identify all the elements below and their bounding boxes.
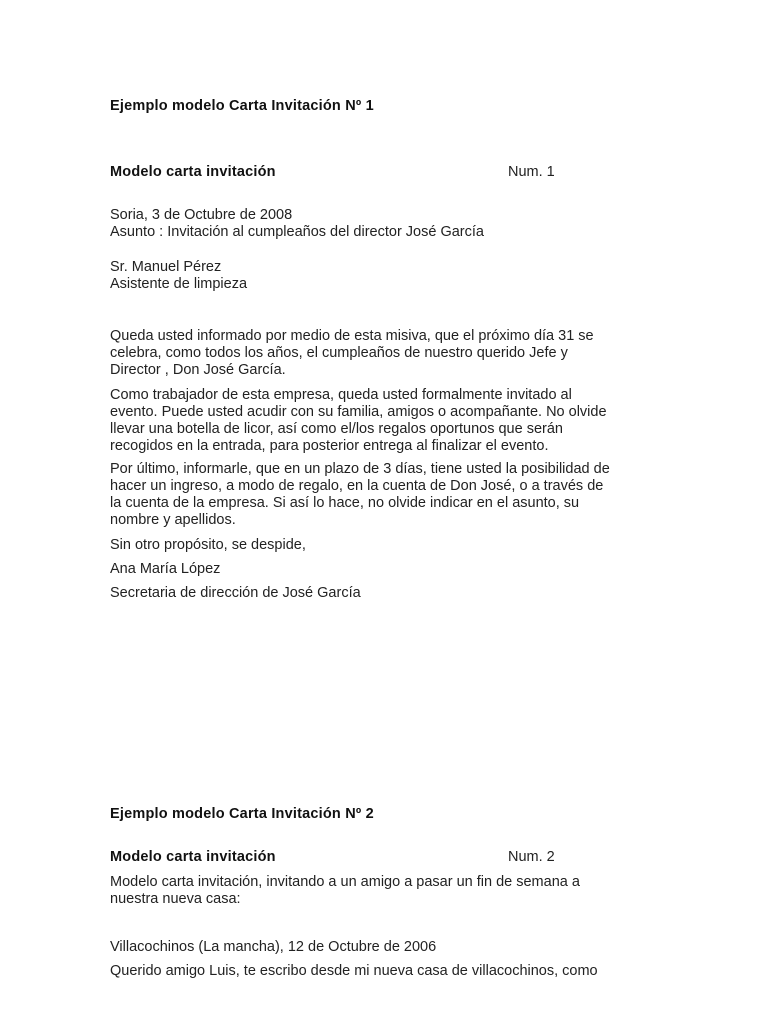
letter-2-place-date: Villacochinos (La mancha), 12 de Octubre de 2006	[110, 939, 437, 955]
letter-1-heading: Ejemplo modelo Carta Invitación Nº 1	[110, 98, 374, 114]
paragraph-line: recogidos en la entrada, para posterior entrega al finalizar el evento.	[110, 438, 549, 454]
intro-line: nuestra nueva casa:	[110, 891, 241, 907]
letter-1-number: Num. 1	[508, 164, 555, 180]
paragraph-line: evento. Puede usted acudir con su familia, amigos o acompañante. No olvide	[110, 404, 607, 420]
paragraph-line: nombre y apellidos.	[110, 512, 236, 528]
paragraph-line: Como trabajador de esta empresa, queda usted formalmente invitado al	[110, 387, 572, 403]
letter-2-model-title: Modelo carta invitación	[110, 849, 276, 865]
letter-1-place-date: Soria, 3 de Octubre de 2008	[110, 207, 293, 223]
letter-2-heading: Ejemplo modelo Carta Invitación Nº 2	[110, 806, 374, 822]
paragraph-line: la cuenta de la empresa. Si así lo hace, no olvide indicar en el asunto, su	[110, 495, 580, 511]
letter-2-number: Num. 2	[508, 849, 555, 865]
paragraph-line: Por último, informarle, que en un plazo de 3 días, tiene usted la posibilidad de	[110, 461, 610, 477]
letter-1-recipient-role: Asistente de limpieza	[110, 276, 248, 292]
paragraph-line: Queda usted informado por medio de esta misiva, que el próximo día 31 se	[110, 328, 594, 344]
paragraph-line: Director , Don José García.	[110, 362, 286, 378]
letter-1-closing: Sin otro propósito, se despide,	[110, 537, 306, 553]
intro-line: Modelo carta invitación, invitando a un amigo a pasar un fin de semana a	[110, 874, 580, 890]
letter-2-body-start: Querido amigo Luis, te escribo desde mi nueva casa de villacochinos, como	[110, 963, 598, 979]
letter-1-recipient-name: Sr. Manuel Pérez	[110, 259, 222, 275]
paragraph-line: llevar una botella de licor, así como el/los regalos oportunos que serán	[110, 421, 563, 437]
letter-1-model-title: Modelo carta invitación	[110, 164, 276, 180]
letter-1-signer-role: Secretaria de dirección de José García	[110, 585, 361, 601]
paragraph-line: celebra, como todos los años, el cumpleaños de nuestro querido Jefe y	[110, 345, 568, 361]
paragraph-line: hacer un ingreso, a modo de regalo, en la cuenta de Don José, o a través de	[110, 478, 604, 494]
letter-1-subject: Asunto : Invitación al cumpleaños del director José García	[110, 224, 484, 240]
letter-1-signer-name: Ana María López	[110, 561, 221, 577]
